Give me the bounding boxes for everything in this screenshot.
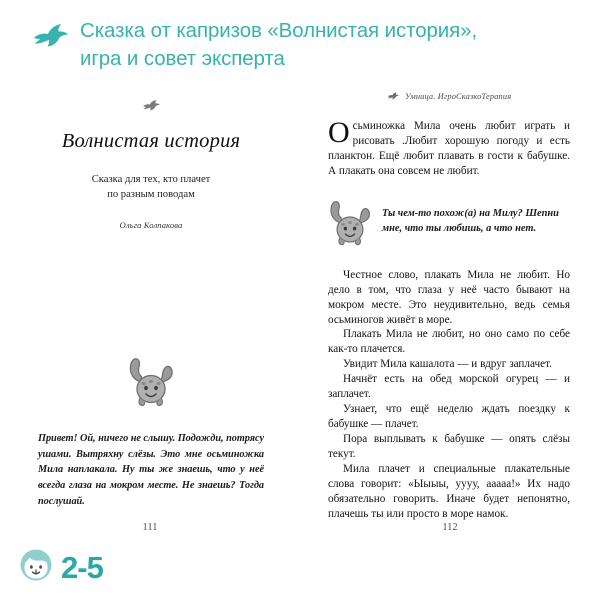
age-badge — [18, 547, 103, 588]
page-title-line1: Сказка от капризов «Волнистая история», — [80, 19, 478, 42]
body-paragraph-3: Увидит Мила кашалота — и вдруг заплачет. — [343, 358, 552, 371]
page-title — [80, 16, 477, 74]
story-subtitle-line2: по разным поводам — [107, 189, 195, 201]
bird-glyph-icon — [387, 92, 399, 102]
question-text: Ты чем-то похож(а) на Милу? Шепни мне, что ты любишь, а что нет. — [382, 207, 559, 235]
child-face-icon — [18, 547, 54, 588]
octopus-character-icon — [328, 199, 372, 252]
book-spread — [0, 78, 600, 533]
running-head-text: Умница. ИгроСказкоТерапия — [404, 92, 512, 101]
body-paragraph-5: Узнает, что ещё неделю ждать поездку к бабушке — плачет. — [328, 403, 570, 431]
left-page — [0, 78, 300, 533]
body-first-paragraph-text: сьминожка Мила очень любит играть и рисовать .Любит хорошую погоду и есть планктон. Ещё любит плавать в гости к бабушке. А плакать она совсем не любит. — [328, 120, 570, 177]
body-first-paragraph — [328, 116, 570, 179]
drop-cap: О — [328, 116, 350, 150]
body-paragraph-2: Плакать Мила не любит, но оно само по себе как-то плачется. — [328, 328, 570, 356]
age-range-label: 2-5 — [61, 550, 103, 585]
bird-icon — [30, 22, 74, 57]
body-paragraph-7: Мила плачет и специальные плакательные слова говорит: «Ыыыы, уууу, ааааа!» Их надо обязательно говорить. Иначе будет непонятно, плачешь ты или просто в море намок. — [328, 463, 570, 520]
question-block — [328, 197, 570, 252]
folio-right: 112 — [442, 522, 458, 533]
page-header — [0, 0, 600, 78]
bird-glyph-icon — [38, 98, 264, 116]
story-author: Ольга Колпакова — [119, 220, 183, 231]
body-paragraph-6: Пора выплывать к бабушке — опять слёзы текут. — [328, 433, 570, 461]
page-title-line2: игра и совет эксперта — [80, 47, 285, 71]
octopus-character-icon — [38, 356, 264, 413]
body-paragraph-4: Начнёт есть на обед морской огурец — и заплачет. — [328, 373, 570, 401]
story-subtitle-line1: Сказка для тех, кто плачет — [91, 174, 211, 185]
story-title: Волнистая история — [61, 130, 241, 152]
story-subtitle — [38, 172, 264, 202]
intro-text: Привет! Ой, ничего не слышу. Подожди, потрясу ушами. Вытряхну слёзы. Это мне осьминожка Мила наплакала. Ну ты же знаешь, что у неё всегда глаза на мокром месте. Не знаешь? Тогда послушай. — [38, 433, 264, 507]
running-head — [328, 92, 570, 102]
right-page — [300, 78, 600, 533]
body-paragraph-1: Честное слово, плакать Мила не любит. Но дело в том, что глаза у неё часто бывают на мокром месте. Это неудивительно, ведь семья осьминогов живёт в море. — [328, 268, 570, 326]
folio-left: 111 — [142, 522, 158, 533]
